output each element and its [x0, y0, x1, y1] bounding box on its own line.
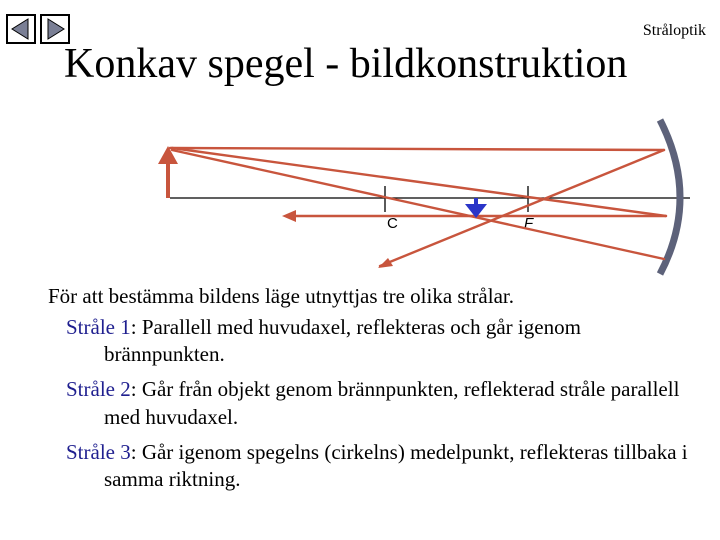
center-label: C	[387, 215, 398, 232]
intro-text: För att bestämma bildens läge utnyttjas tre olika strålar.	[48, 284, 514, 308]
section-label: Stråloptik	[642, 22, 706, 39]
ray-1-item	[48, 314, 688, 369]
ray-1-label: Stråle 1	[66, 314, 131, 339]
ray-3-item	[48, 439, 688, 494]
ray-3-label: Stråle 3	[66, 439, 131, 464]
ray-2-label: Stråle 2	[66, 377, 131, 402]
page-title: Konkav spegel - bildkonstruktion	[64, 41, 628, 87]
ray-1-text: : Parallell med huvudaxel, reflekteras och går igenom brännpunkten.	[104, 314, 581, 367]
ray-1-arrowhead	[378, 258, 393, 268]
focal-label: F	[524, 215, 534, 232]
ray-3-text: : Går igenom spegelns (cirkelns) medelpunkt, reflekteras tillbaka i samma riktning.	[104, 439, 688, 492]
ray-2-text: : Går från objekt genom brännpunkten, reflekterad stråle parallell med huvudaxel.	[104, 377, 680, 429]
ray-2-item	[48, 376, 688, 431]
concave-mirror	[660, 120, 680, 274]
ray-1-incident	[170, 148, 664, 150]
explanation-text	[48, 283, 688, 501]
ray-2-arrowhead	[282, 210, 296, 222]
